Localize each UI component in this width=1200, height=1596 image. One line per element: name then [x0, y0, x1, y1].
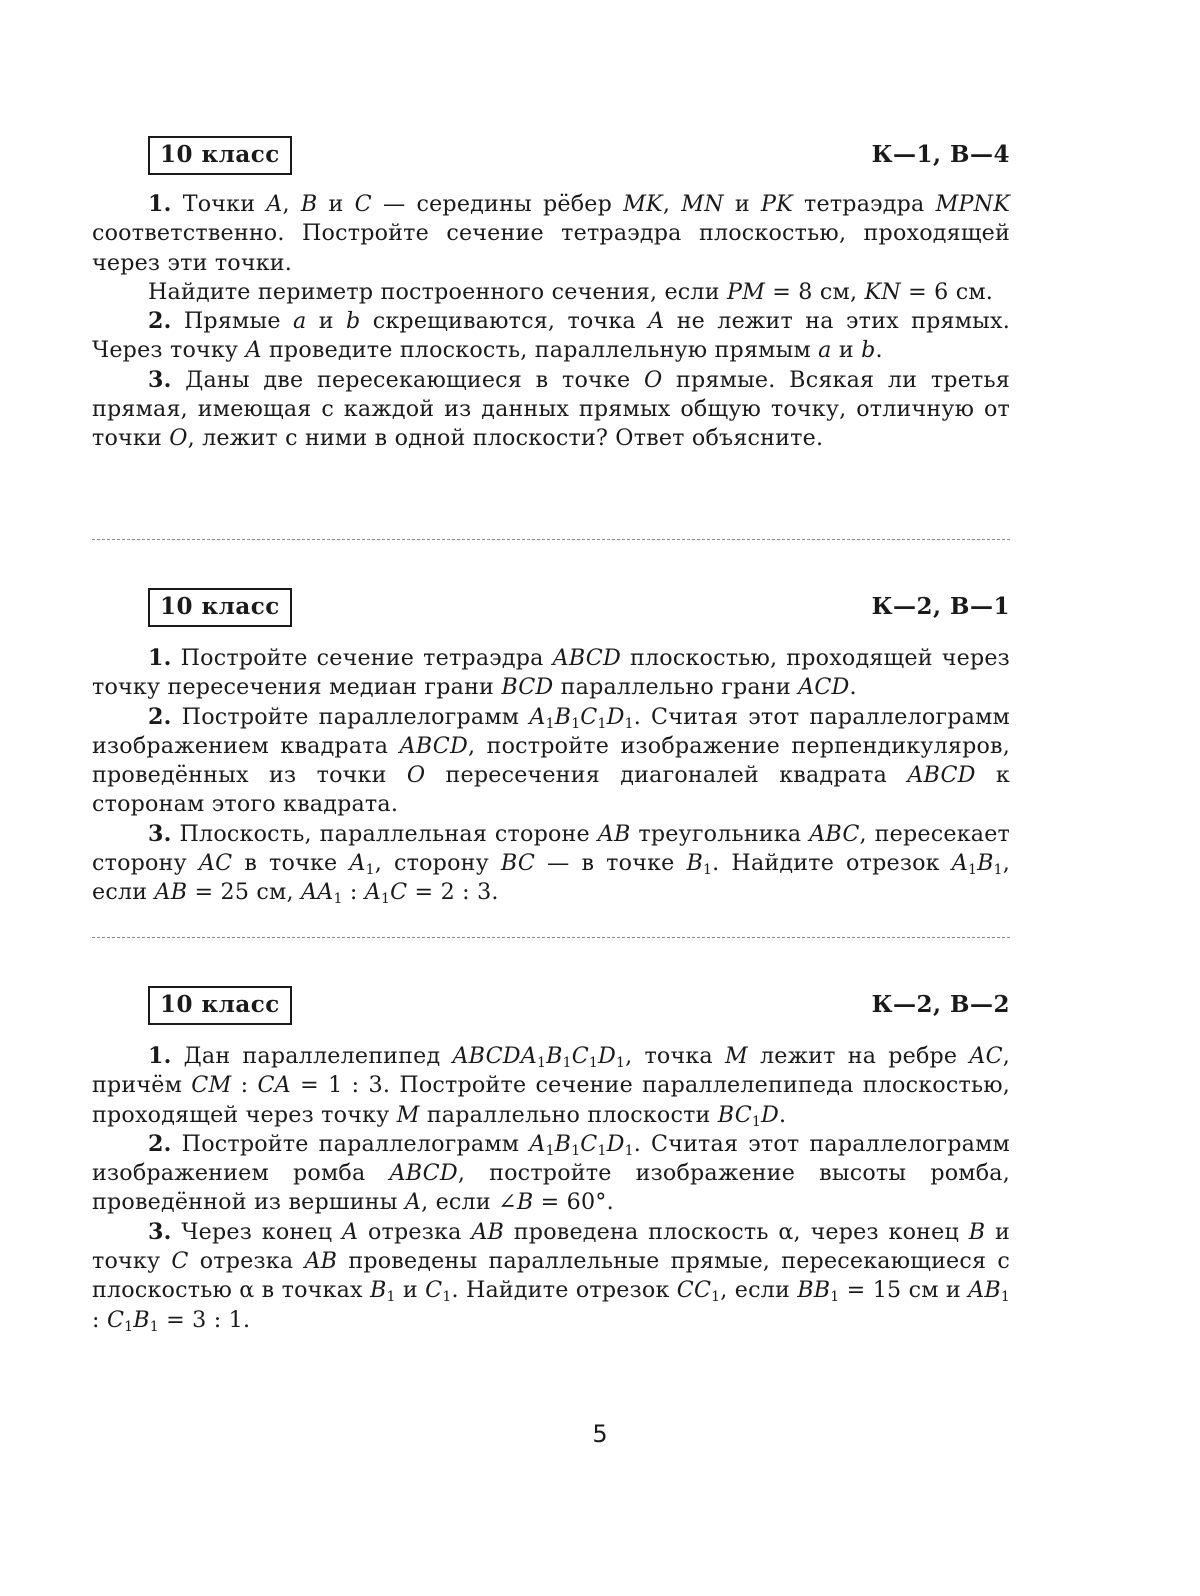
- problem-1: 1. Дан параллелепипед $ABCDA_1B_1C_1D_1$, точка M лежит на ребре AC, причём CM : CA = 1 : 3. Постройте сечение параллелепипеда плоскостью, проходящей через точку M параллельно плоскости $BC_1D$.: [92, 1043, 1011, 1130]
- class-label: 10 класс: [148, 986, 292, 1025]
- problem-3: 3. Плоскость, параллельная стороне AB треугольника ABC, пересекает сторону AC в точке $A_1$, сторону BC — в точке $B_1$. Найдите отрезок $A_1B_1$, если AB = 25 см, $AA_1$ : $A_1C = 2$ : 3.: [92, 820, 1011, 908]
- section-1: [92, 136, 1010, 454]
- section-3: [92, 986, 1010, 1335]
- page-number: 5: [592, 1420, 608, 1448]
- class-label: 10 класс: [148, 136, 292, 175]
- problem-list: [92, 1042, 1010, 1335]
- problem-1-continued: Найдите периметр построенного сечения, если PM = 8 см, KN = 6 см.: [148, 278, 994, 305]
- section-2: [92, 588, 1010, 908]
- variant-label: К—1, В—4: [871, 141, 1010, 168]
- problem-2: 2. Прямые a и b скрещиваются, точка A не лежит на этих прямых. Через точку A проведите плоскость, параллельную прямым a и b.: [92, 308, 1010, 364]
- problem-2: 2. Постройте параллелограмм $A_1B_1C_1D_1$. Считая этот параллелограмм изображением квадрата ABCD, постройте изображение перпендикуляров, проведённых из точки O пересечения диагоналей квадрата ABCD к сторонам этого квадрата.: [92, 703, 1011, 818]
- problem-1: 1. Точки A, B и C — середины рёбер MK, MN и PK тетраэдра MPNK соответственно. Постройте сечение тетраэдра плоскостью, проходящей через эти точки.: [92, 191, 1010, 276]
- problem-list: [92, 190, 1010, 454]
- problem-1: 1. Постройте сечение тетраэдра ABCD плоскостью, проходящей через точку пересечения медиан грани BCD параллельно грани ACD.: [92, 645, 1010, 701]
- section-header: [92, 136, 1010, 176]
- class-label: 10 класс: [148, 588, 292, 627]
- variant-label: К—2, В—1: [871, 593, 1010, 620]
- problem-list: [92, 644, 1010, 908]
- dashed-divider: [92, 539, 1010, 540]
- section-header: [92, 588, 1010, 628]
- section-header: [92, 986, 1010, 1026]
- problem-3: 3. Даны две пересекающиеся в точке O прямые. Всякая ли третья прямая, имеющая с каждой из данных прямых общую точку, отличную от точки O, лежит с ними в одной плоскости? Ответ объясните.: [92, 366, 1010, 452]
- problem-2: 2. Постройте параллелограмм $A_1B_1C_1D_1$. Считая этот параллелограмм изображением ромба ABCD, постройте изображение высоты ромба, проведённой из вершины A, если ∠B = 60°.: [92, 1130, 1011, 1216]
- dashed-divider: [92, 937, 1010, 938]
- variant-label: К—2, В—2: [871, 991, 1010, 1018]
- problem-3: 3. Через конец A отрезка AB проведена плоскость α, через конец B и точку C отрезка AB проведены параллельные прямые, пересекающиеся с плоскостью α в точках $B_1$ и $C_1$. Найдите отрезок $CC_1$, если $BB_1 = 15$ см и $AB_1$ : $C_1B_1 = 3$ : 1.: [92, 1218, 1011, 1335]
